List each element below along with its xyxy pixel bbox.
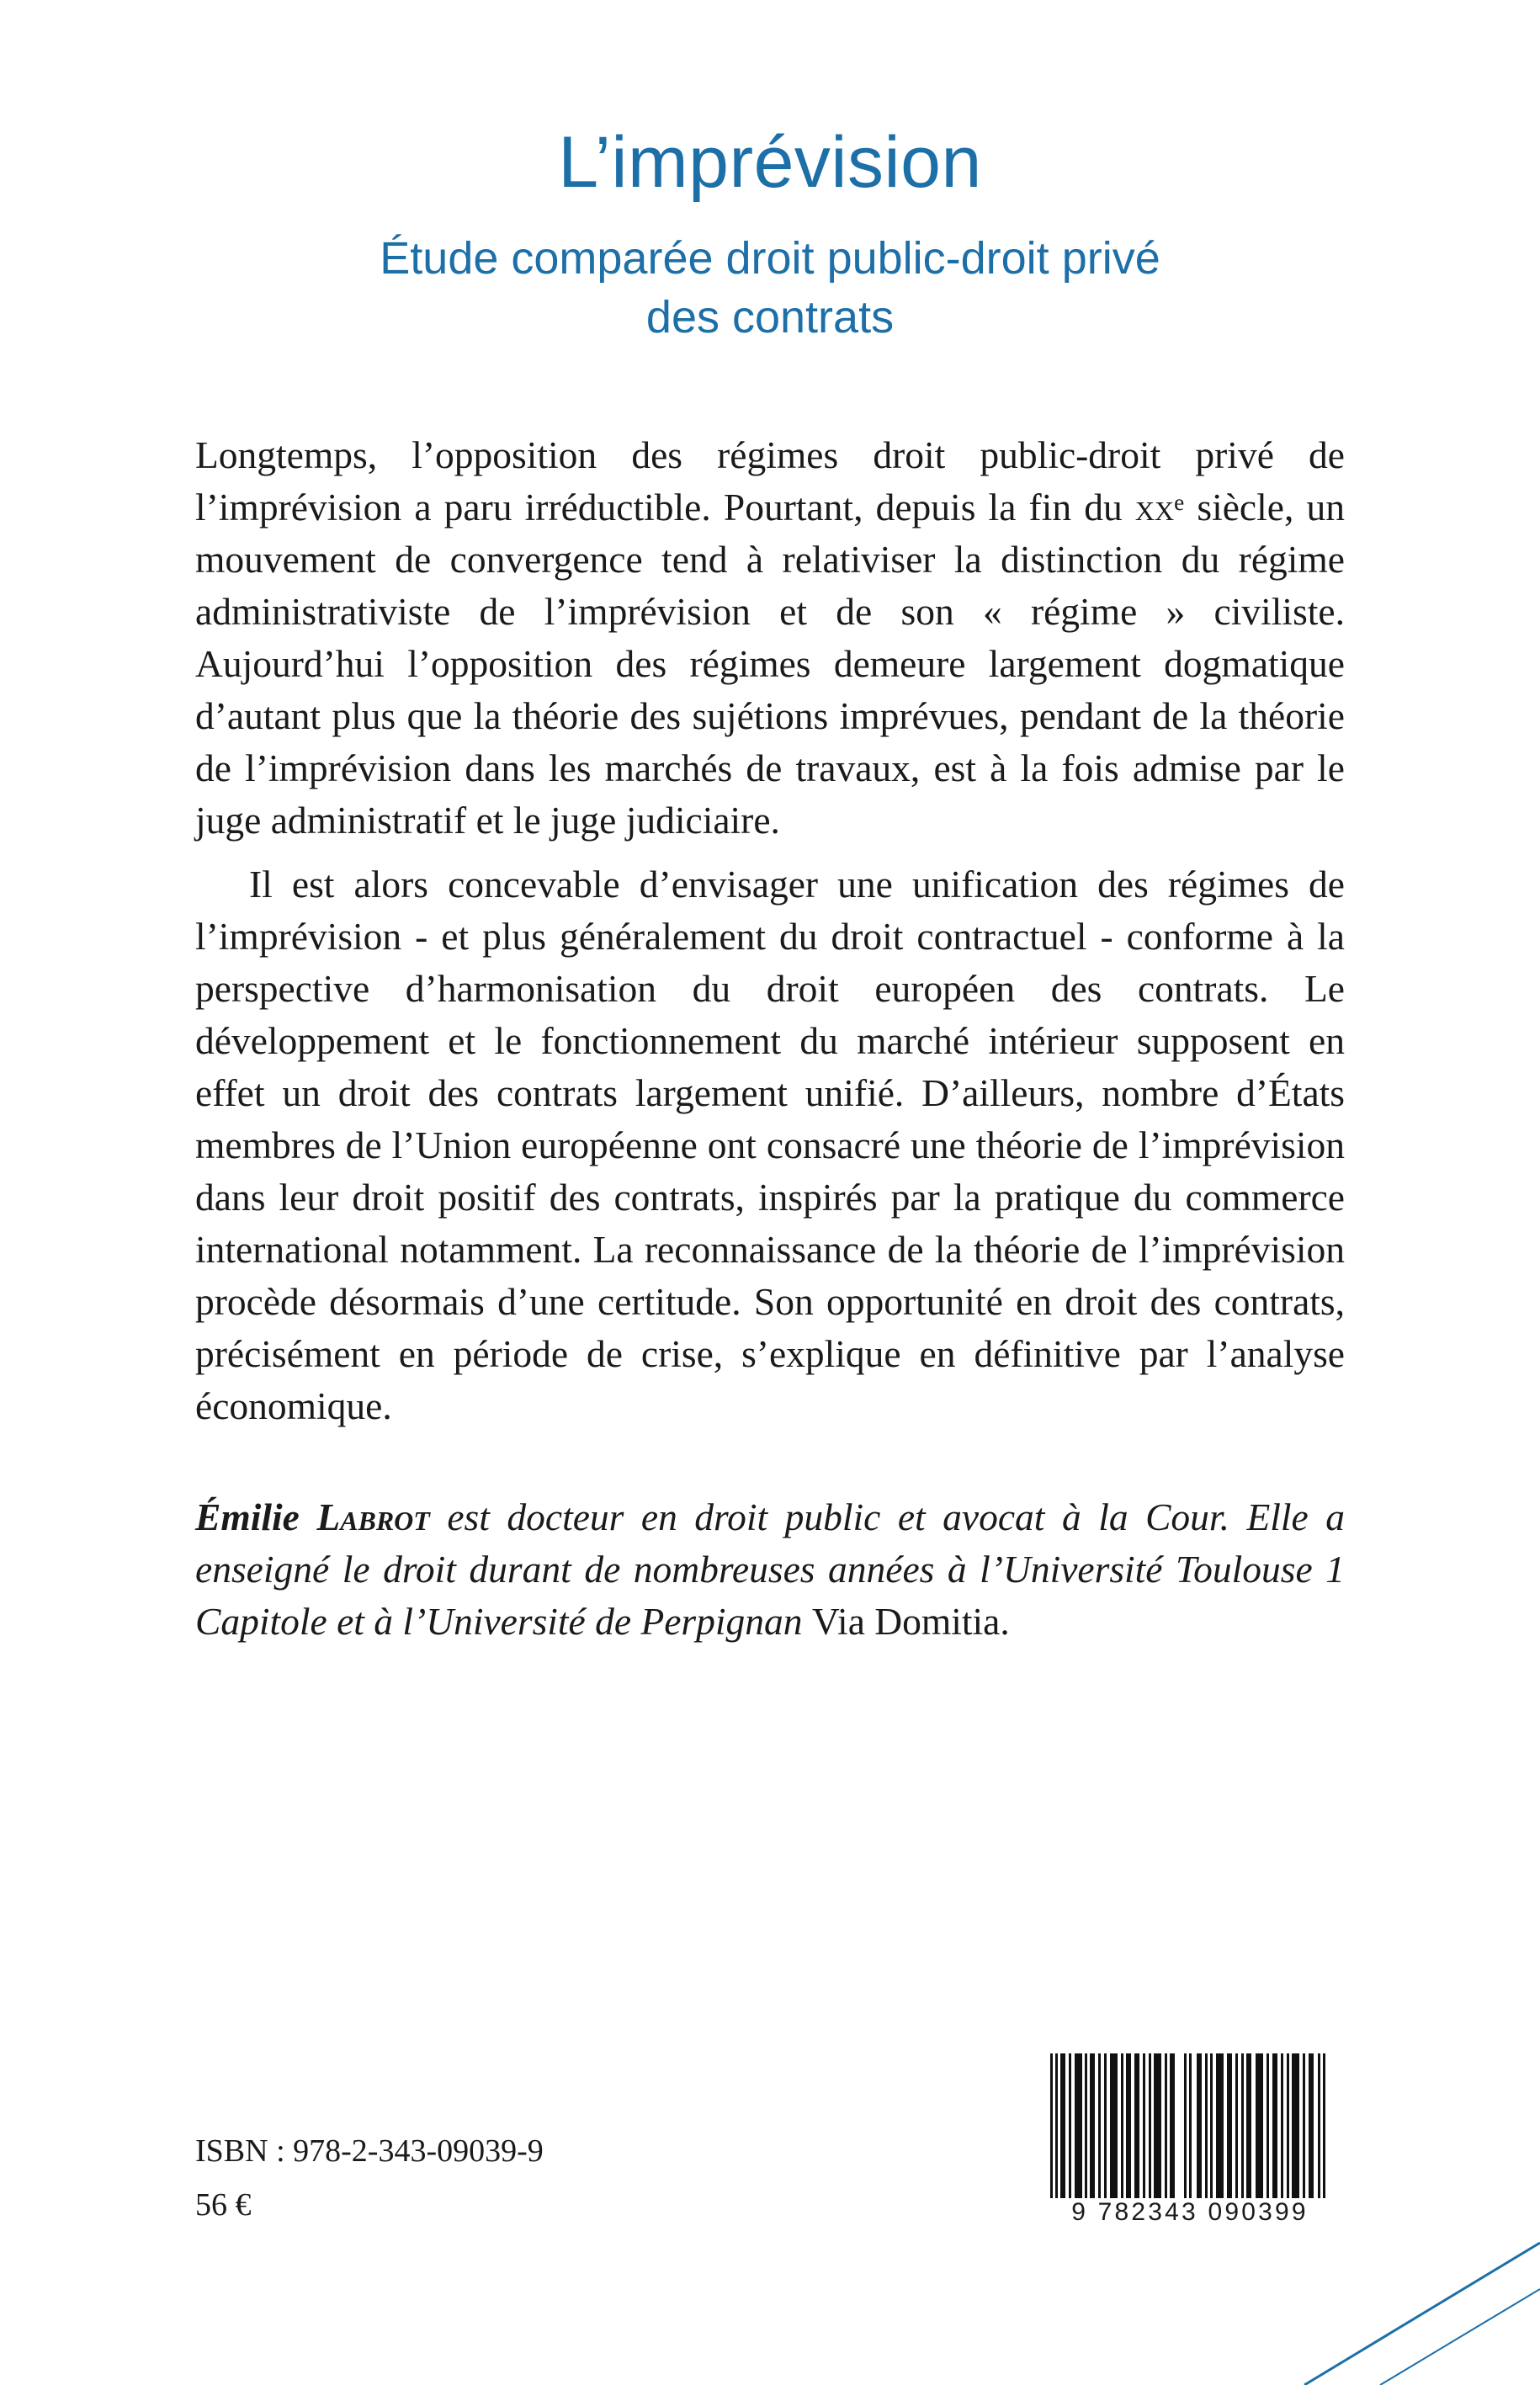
author-first-name: Émilie	[195, 1495, 300, 1538]
century-numeral: xx	[1134, 486, 1175, 529]
blurb	[195, 429, 1345, 1432]
century-superscript: e	[1174, 490, 1185, 515]
book-subtitle	[0, 229, 1540, 347]
blurb-p1-end: siècle, un mouvement de convergence tend à relativiser la distinction du régime administrativiste de l’imprévision et de son « régime » civiliste. Aujourd’hui l’opposition des régimes demeure largement dogmatique d’autant plus que la théorie des sujétions imprévues, pendant de la théorie de l’imprévision dans les marchés de travaux, est à la fois admise par le juge administratif et le juge judiciaire.	[195, 486, 1345, 842]
blurb-paragraph-1	[195, 429, 1345, 847]
barcode-number: 9 782343 090399	[1032, 2198, 1348, 2227]
book-title: L’imprévision	[558, 122, 982, 203]
blurb-paragraph-2: Il est alors concevable d’envisager une unification des régimes de l’imprévision - et plus généralement du droit contractuel - conforme à la perspective d’harmonisation du droit européen des contrats. Le développement et le fonctionnement du marché intérieur supposent en effet un droit des contrats largement unifié. D’ailleurs, nombre d’États membres de l’Union européenne ont consacré une théorie de l’imprévision dans leur droit positif des contrats, inspirés par la pratique du commerce international notamment. La reconnaissance de la théorie de l’imprévision procède désormais d’une certitude. Son opportunité en droit des contrats, précisément en période de crise, s’explique en définitive par l’analyse économique.	[195, 863, 1345, 1427]
subtitle-line-2: des contrats	[645, 292, 895, 343]
isbn: ISBN : 978-2-343-09039-9	[195, 2133, 544, 2169]
blurb-p1-start: Longtemps, l’opposition des régimes droit public-droit privé de l’imprévision a paru irréductible. Pourtant, depuis la fin du	[195, 433, 1345, 529]
author-bio-upright: Via Domitia.	[811, 1600, 1010, 1643]
author-bio	[195, 1491, 1345, 1648]
author-last-name: Labrot	[316, 1495, 430, 1538]
decorative-corner-lines	[1178, 2154, 1540, 2385]
subtitle-line-1: Étude comparée droit public-droit privé	[380, 233, 1160, 284]
author-bio-text: est docteur en droit public et avocat à la Cour. Elle a enseigné le droit durant de nombreuses années à l’Université Toulouse 1 Capitole et à l’Université de Perpignan	[195, 1495, 1345, 1643]
price: 56 €	[195, 2187, 252, 2223]
